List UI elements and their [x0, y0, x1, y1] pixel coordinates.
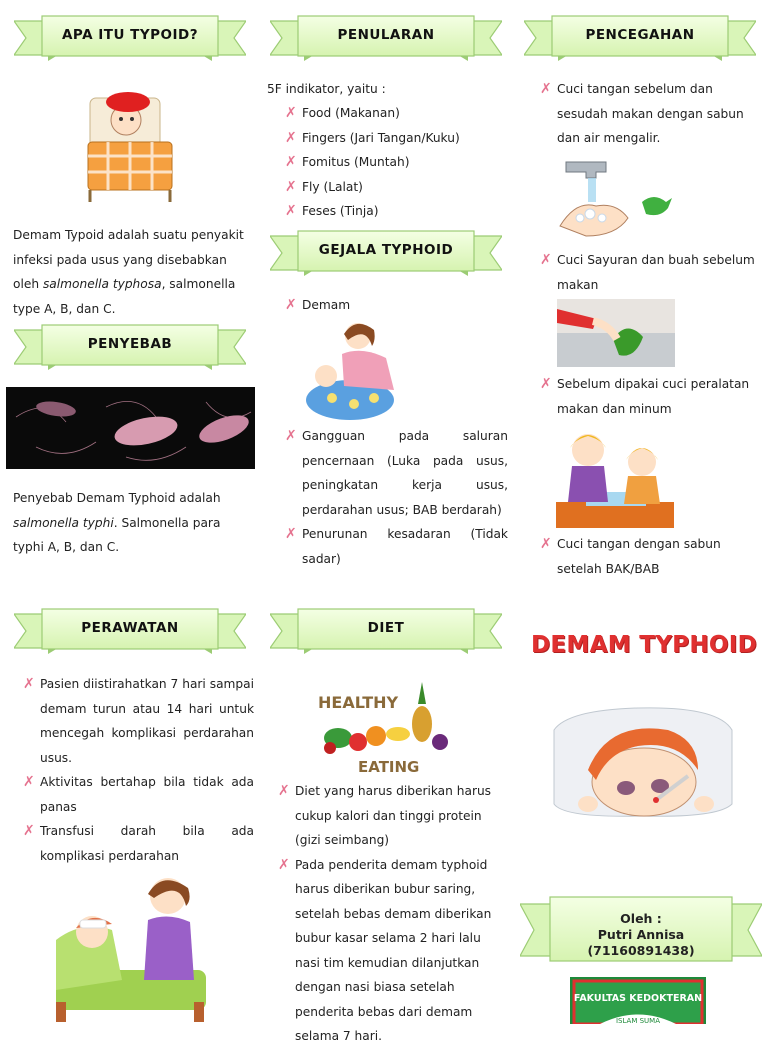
banner-diet	[270, 608, 502, 654]
list-item: ✗ Diet yang harus diberikan harus cukup kalori dan tinggi protein (gizi seimbang)	[278, 779, 508, 853]
author-name: Putri Annisa	[597, 927, 685, 942]
x-bullet-icon: ✗	[285, 428, 297, 444]
banner-apa-itu-label: APA ITU TYPOID?	[61, 27, 199, 43]
x-bullet-icon: ✗	[23, 774, 35, 790]
author-id: (71160891438)	[587, 943, 695, 958]
list-item: ✗ Cuci tangan sebelum dan sesudah makan dengan sabun dan air mengalir.	[540, 77, 764, 151]
diet-list	[278, 779, 508, 1049]
x-bullet-icon: ✗	[285, 203, 297, 219]
penyebab-paragraph	[13, 486, 253, 560]
cover-title: DEMAM TYPHOID	[531, 632, 757, 658]
banner-perawatan	[14, 608, 246, 654]
list-item: ✗ Demam	[285, 293, 510, 318]
banner-pencegahan-label: PENCEGAHAN	[585, 27, 695, 43]
x-bullet-icon: ✗	[285, 526, 297, 542]
x-bullet-icon: ✗	[285, 105, 297, 121]
list-item: ✗ Pada penderita demam typhoid harus diberikan bubur saring, setelah bebas demam diberikan bubur kasar selama 2 hari lalu nasi tim kemudian dilanjutkan dengan nasi biasa setelah penderita bebas dari demam selama 7 hari.	[278, 853, 508, 1049]
healthy-logo-text: HEALTHY	[318, 693, 399, 712]
list-item: ✗ Fomitus (Muntah)	[285, 150, 510, 175]
banner-gejala	[270, 230, 502, 276]
pencegahan-item-1	[540, 77, 764, 151]
penyebab-italic: salmonella typhi	[13, 515, 114, 530]
banner-diet-label: DIET	[367, 620, 405, 636]
bacteria-image	[6, 387, 255, 469]
x-bullet-icon: ✗	[285, 178, 297, 195]
hand-washing-image	[556, 156, 676, 240]
feverish-child-image	[548, 700, 738, 820]
list-item: ✗ Gangguan pada saluran pencernaan (Luka pada usus, peningkatan kerja usus, perdarahan usus; BAB berdarah)	[285, 424, 508, 522]
x-bullet-icon: ✗	[285, 129, 297, 146]
eating-logo-text: EATING	[358, 758, 420, 776]
list-item: ✗ Pasien diistirahatkan 7 hari sampai demam turun atau 14 hari untuk mencegah komplikasi perdarahan usus.	[23, 672, 254, 770]
list-item: ✗ Cuci Sayuran dan buah sebelum makan	[540, 248, 764, 297]
apa-itu-text-2: , salmonella type A, B, dan C.	[13, 277, 236, 316]
x-bullet-icon: ✗	[540, 252, 552, 268]
healthy-eating-logo	[314, 674, 460, 778]
list-item: ✗ Transfusi darah bila ada komplikasi perdarahan	[23, 819, 254, 868]
list-item: ✗ Aktivitas bertahap bila tidak ada panas	[23, 770, 254, 819]
list-item: ✗ Feses (Tinja)	[285, 199, 510, 224]
apa-itu-paragraph	[13, 223, 253, 321]
penularan-list	[285, 101, 510, 224]
author-oleh: Oleh :	[620, 911, 662, 926]
penularan-intro: 5F indikator, yaitu :	[267, 82, 386, 96]
faculty-name: FAKULTAS KEDOKTERAN	[573, 993, 703, 1004]
university-name: ISLAM SUMA	[615, 1017, 661, 1024]
penyebab-text-1: Penyebab Demam Typhoid adalah	[13, 491, 221, 505]
mother-caring-child-image	[52, 870, 214, 1024]
x-bullet-icon: ✗	[23, 823, 35, 839]
x-bullet-icon: ✗	[285, 297, 297, 313]
banner-penularan	[270, 15, 502, 61]
list-item: ✗ Fly (Lalat)	[285, 175, 510, 200]
apa-itu-italic: salmonella typhosa	[42, 277, 162, 291]
list-item: ✗ Fingers (Jari Tangan/Kuku)	[285, 126, 510, 151]
banner-gejala-label: GEJALA TYPHOID	[318, 242, 454, 258]
list-item: ✗ Food (Makanan)	[285, 101, 510, 126]
faculty-seal-logo	[570, 977, 706, 1024]
x-bullet-icon: ✗	[23, 676, 35, 692]
perawatan-list	[23, 672, 254, 868]
pencegahan-item-2	[540, 248, 764, 297]
washing-vegetables-image	[557, 299, 675, 367]
list-item: ✗ Sebelum dipakai cuci peralatan makan dan minum	[540, 372, 764, 421]
x-bullet-icon: ✗	[278, 783, 290, 799]
banner-penularan-label: PENULARAN	[337, 27, 435, 43]
banner-pencegahan	[524, 15, 756, 61]
x-bullet-icon: ✗	[540, 81, 552, 97]
pencegahan-item-4	[540, 532, 764, 581]
gejala-list	[285, 424, 508, 571]
x-bullet-icon: ✗	[540, 536, 552, 552]
x-bullet-icon: ✗	[285, 154, 297, 170]
pencegahan-item-3	[540, 372, 764, 421]
apa-itu-text-1: Demam Typoid adalah suatu penyakit infeksi pada usus yang disebabkan oleh	[13, 228, 244, 291]
banner-apa-itu	[14, 15, 246, 61]
banner-author	[520, 894, 762, 970]
list-item: ✗ Penurunan kesadaran (Tidak sadar)	[285, 522, 508, 571]
penyebab-text-2: . Salmonella para typhi A, B, dan C.	[13, 515, 221, 554]
x-bullet-icon: ✗	[540, 376, 552, 392]
x-bullet-icon: ✗	[278, 856, 290, 873]
banner-penyebab	[14, 324, 246, 370]
sick-child-in-bed-image	[84, 84, 180, 204]
mother-and-sick-child-image	[302, 318, 400, 422]
banner-penyebab-label: PENYEBAB	[87, 336, 173, 352]
list-item: ✗ Cuci tangan dengan sabun setelah BAK/BAB	[540, 532, 764, 581]
banner-perawatan-label: PERAWATAN	[81, 620, 179, 636]
kids-washing-dishes-image	[556, 422, 674, 528]
gejala-item-1	[285, 293, 510, 318]
